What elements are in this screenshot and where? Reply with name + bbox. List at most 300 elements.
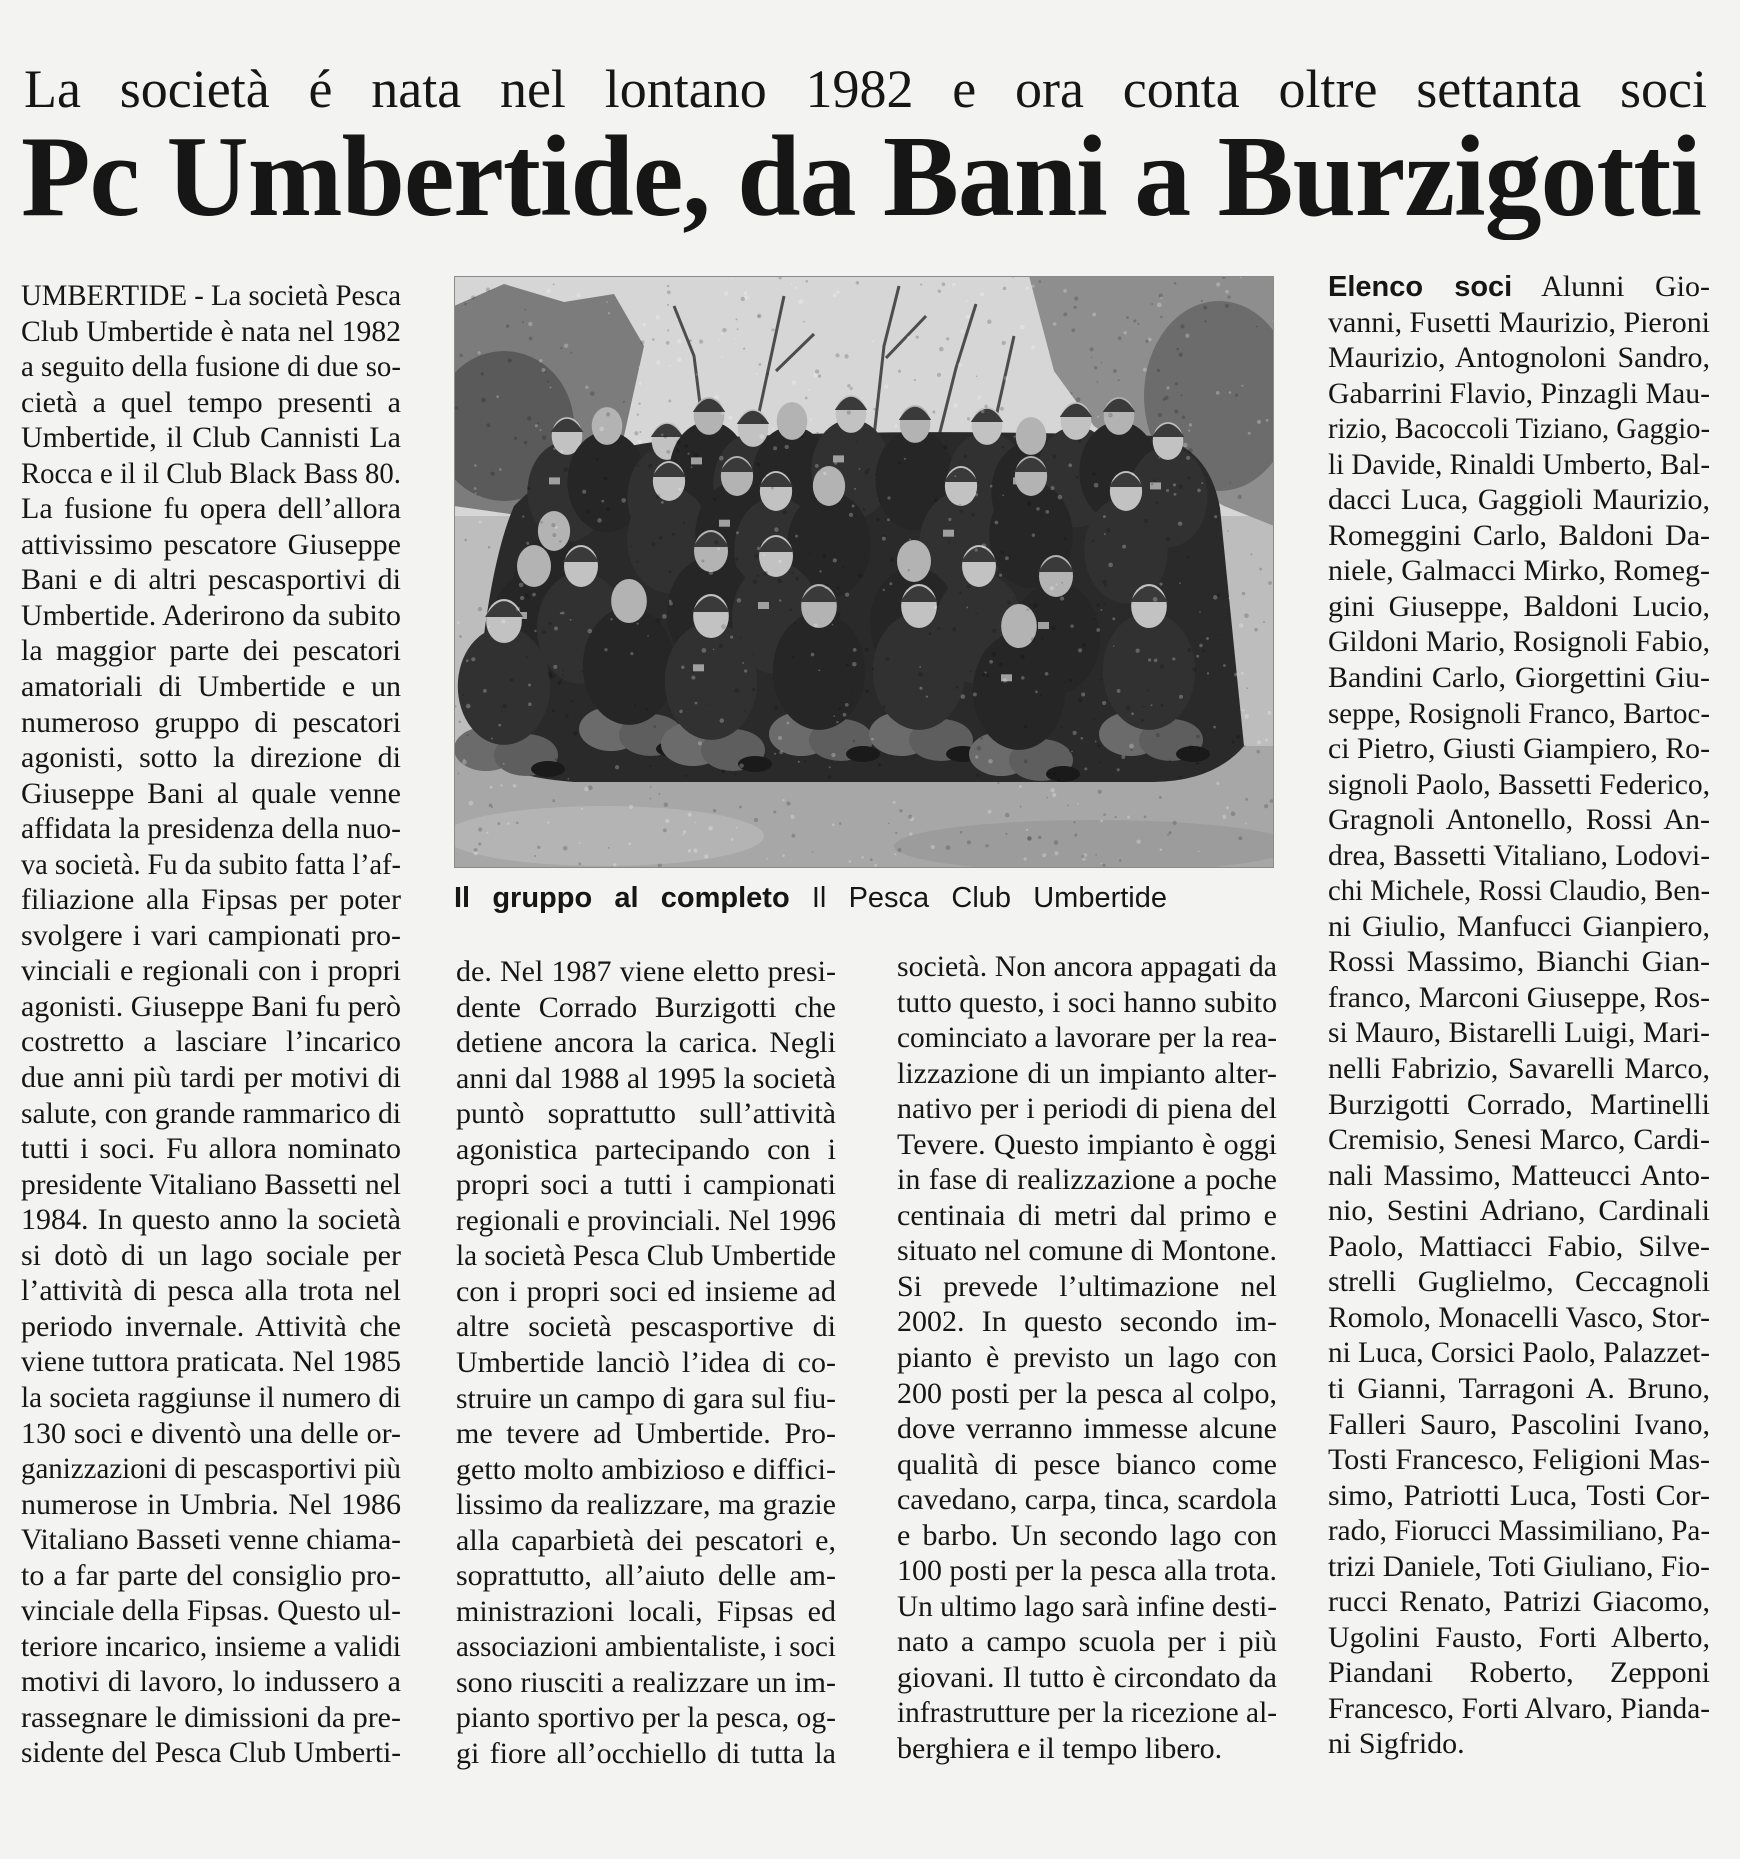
- photo-grain: [853, 648, 857, 652]
- photo-grain: [1078, 648, 1082, 652]
- photo-grain: [836, 586, 839, 589]
- photo-grain: [669, 365, 671, 367]
- photo-grain: [693, 848, 697, 852]
- members-label: Elenco soci: [1328, 271, 1513, 303]
- photo-grain: [774, 527, 778, 531]
- photo-grain: [966, 606, 968, 608]
- text-line: getto molto ambizioso e diffici-: [456, 1452, 836, 1486]
- photo-grain: [1100, 609, 1102, 611]
- text-line: salute, con grande rammarico di: [21, 1096, 402, 1130]
- photo-grain: [606, 301, 608, 303]
- photo-grain: [647, 635, 649, 637]
- member-line-start: Alunni Gio-: [1541, 270, 1710, 303]
- photo-grain: [590, 391, 595, 396]
- photo-grain: [659, 536, 663, 540]
- photo-grain: [608, 847, 610, 849]
- photo-grain: [754, 818, 758, 822]
- member-line: Romolo, Monacelli Vasco, Stor-: [1328, 1300, 1710, 1334]
- photo-grain: [1144, 519, 1148, 523]
- photo-grain: [1055, 851, 1059, 855]
- text-line: agonisti. Giuseppe Bani fu però: [21, 989, 402, 1023]
- member-line: Gabarrini Flavio, Pinzagli Mau-: [1328, 376, 1710, 410]
- photo-grain: [978, 395, 982, 399]
- photo-grain: [553, 283, 555, 285]
- photo-grain: [1103, 515, 1106, 518]
- photo-grain: [988, 810, 992, 814]
- photo-grain: [822, 555, 826, 559]
- photo-grain: [1102, 580, 1107, 585]
- photo-grain: [490, 786, 493, 789]
- photo-grain: [799, 299, 804, 304]
- photo-grain: [832, 624, 834, 626]
- photo-grain: [1159, 796, 1162, 799]
- photo-grain: [1102, 864, 1105, 867]
- photo-grain: [552, 799, 555, 802]
- photo-grain: [559, 680, 561, 682]
- text-line: pianto è previsto un lago con: [897, 1341, 1277, 1375]
- text-line: Club Umbertide è nata nel 1982: [21, 314, 402, 348]
- photo-grain: [1245, 823, 1247, 825]
- photo-grain: [606, 412, 610, 416]
- photo-grain: [1182, 415, 1186, 419]
- member-line: ni Sigfrido.: [1328, 1727, 1465, 1761]
- member-line: Rossi Massimo, Bianchi Gian-: [1328, 945, 1710, 979]
- photo-grain: [656, 315, 660, 319]
- photo-grain: [547, 381, 549, 383]
- photo-grain: [479, 521, 482, 524]
- photo-grain: [1045, 672, 1049, 676]
- photo-grain: [1176, 348, 1179, 351]
- photo-grain: [1102, 701, 1106, 705]
- photo-grain: [1112, 617, 1115, 620]
- photo-grain: [683, 830, 686, 833]
- photo-grain: [976, 376, 978, 378]
- photo-grain: [1238, 836, 1242, 840]
- photo-grain: [1041, 637, 1043, 639]
- photo-grain: [1196, 735, 1200, 739]
- photo-grain: [772, 328, 775, 331]
- photo-grain: [1143, 368, 1147, 372]
- text-line: ministrazioni locali, Fipsas ed: [456, 1594, 836, 1628]
- photo-grain: [555, 526, 558, 529]
- photo-grain: [971, 513, 974, 516]
- photo-grain: [1058, 495, 1063, 500]
- photo-grain: [960, 831, 963, 834]
- text-line: 200 posti per la pesca al colpo,: [897, 1376, 1277, 1410]
- photo-grain: [1073, 821, 1075, 823]
- article-column-1: [21, 278, 401, 1771]
- photo-grain: [794, 623, 796, 625]
- photo-grain: [832, 823, 835, 826]
- member-line: nio, Sestini Adriano, Cardinali: [1328, 1194, 1710, 1228]
- photo-grain: [1241, 672, 1244, 675]
- photo-grain: [1063, 312, 1067, 316]
- photo-grain: [1167, 834, 1169, 836]
- photo-grain: [573, 731, 578, 736]
- photo-grain: [498, 724, 501, 727]
- member-line: rucci Renato, Patrizi Giacomo,: [1328, 1585, 1710, 1619]
- photo-grain: [1178, 522, 1182, 526]
- photo-grain: [834, 462, 837, 465]
- person-face: [813, 466, 845, 506]
- photo-grain: [958, 363, 962, 367]
- text-line: gi fiore all’occhiello di tutta la: [456, 1737, 836, 1771]
- photo-grain: [1113, 369, 1117, 373]
- photo-grain: [667, 329, 669, 331]
- photo-grain: [658, 793, 660, 795]
- member-line: chi Michele, Rossi Claudio, Ben-: [1328, 874, 1710, 908]
- photo-grain: [1244, 613, 1249, 618]
- text-line: la società Pesca Club Umbertide: [456, 1239, 836, 1273]
- photo-grain: [737, 598, 742, 603]
- text-line: periodo invernale. Attività che: [21, 1309, 401, 1343]
- text-line: società. Non ancora appagati da: [897, 950, 1277, 983]
- person-shoe: [531, 761, 565, 777]
- photo-grain: [639, 431, 641, 433]
- photo-grain: [1024, 760, 1028, 764]
- photo-grain: [975, 755, 978, 758]
- text-line: vinciali e regionali con i propri: [21, 954, 401, 988]
- photo-grain: [1126, 316, 1129, 319]
- text-line: agonistica partecipando con i: [456, 1132, 836, 1166]
- text-line: nativo per i periodi di piena del: [897, 1092, 1277, 1126]
- photo-grain: [856, 281, 859, 284]
- photo-grain: [904, 458, 906, 460]
- photo-grain: [814, 623, 818, 627]
- photo-grain: [818, 669, 820, 671]
- photo-grain: [681, 665, 685, 669]
- photo-grain: [1046, 797, 1048, 799]
- photo-grain: [898, 461, 901, 464]
- photo-grain: [956, 686, 959, 689]
- photo-grain: [850, 387, 853, 390]
- photo-grain: [1188, 448, 1193, 453]
- jacket-logo: [693, 664, 704, 671]
- photo-grain: [1174, 493, 1177, 496]
- photo-grain: [704, 854, 708, 858]
- photo-grain: [985, 844, 988, 847]
- photo-grain: [1164, 396, 1168, 400]
- text-line: in fase di realizzazione a poche: [897, 1163, 1277, 1197]
- photo-grain: [1035, 691, 1038, 694]
- photo-grain: [551, 523, 555, 527]
- photo-grain: [579, 842, 581, 844]
- person-jacket: [1103, 612, 1195, 730]
- photo-grain: [1160, 297, 1162, 299]
- photo-grain: [486, 832, 488, 834]
- member-line: simo, Patriotti Luca, Tosti Cor-: [1328, 1478, 1710, 1512]
- photo-grain: [1031, 285, 1034, 288]
- photo-grain: [973, 692, 977, 696]
- photo-grain: [613, 863, 616, 866]
- photo-grain: [637, 623, 639, 625]
- photo-grain: [1169, 760, 1172, 763]
- member-line: strelli Guglielmo, Ceccagnoli: [1328, 1265, 1710, 1299]
- photo-grain: [838, 708, 841, 711]
- photo-grain: [1154, 659, 1158, 663]
- photo-grain: [643, 323, 646, 326]
- photo-grain: [656, 494, 661, 499]
- photo-grain: [824, 583, 828, 587]
- photo-grain: [773, 810, 776, 813]
- photo-grain: [679, 710, 683, 714]
- photo-grain: [789, 608, 792, 611]
- photo-grain: [1242, 709, 1245, 712]
- photo-grain: [568, 778, 570, 780]
- photo-grain: [851, 689, 853, 691]
- text-line: Umbertide lanciò l’idea di co-: [456, 1346, 836, 1380]
- photo-grain: [919, 666, 921, 668]
- photo-grain: [471, 295, 475, 299]
- photo-grain: [811, 653, 815, 657]
- photo-grain: [890, 557, 894, 561]
- photo-grain: [1047, 772, 1050, 775]
- photo-grain: [553, 665, 557, 669]
- photo-grain: [995, 521, 999, 525]
- person-face: [777, 402, 808, 440]
- photo-grain: [1115, 816, 1117, 818]
- photo-grain: [1153, 597, 1158, 602]
- photo-grain: [630, 652, 633, 655]
- photo-grain: [1187, 648, 1191, 652]
- photo-grain: [652, 338, 655, 341]
- photo-grain: [1187, 476, 1190, 479]
- photo-grain: [481, 398, 486, 403]
- photo-grain: [503, 763, 505, 765]
- photo-grain: [845, 703, 849, 707]
- photo-grain: [782, 854, 785, 857]
- photo-grain: [1027, 609, 1029, 611]
- photo-grain: [1189, 423, 1192, 426]
- photo-grain: [772, 428, 774, 430]
- photo-grain: [1188, 429, 1190, 431]
- photo-grain: [1206, 637, 1209, 640]
- photo-grain: [908, 815, 912, 819]
- photo-grain: [816, 432, 818, 434]
- photo-grain: [486, 423, 490, 427]
- member-line: drea, Bassetti Vitaliano, Lodovi-: [1328, 838, 1710, 872]
- photo-grain: [907, 336, 910, 339]
- photo-grain: [744, 709, 746, 711]
- photo-grain: [975, 548, 978, 551]
- photo-grain: [1248, 432, 1251, 435]
- text-line: si dotò di un lago sociale per: [21, 1238, 401, 1272]
- photo-grain: [872, 668, 875, 671]
- photo-grain: [810, 418, 812, 420]
- photo-grain: [1080, 737, 1083, 740]
- photo-grain: [805, 397, 808, 400]
- photo-grain: [471, 657, 475, 661]
- text-line: Si prevede l’ultimazione nel: [897, 1269, 1277, 1303]
- photo-grain: [1118, 336, 1122, 340]
- photo-grain: [490, 472, 494, 476]
- photo-grain: [939, 347, 944, 352]
- photo-grain: [1001, 446, 1004, 449]
- photo-grain: [948, 541, 950, 543]
- photo-grain: [534, 630, 536, 632]
- photo-grain: [1131, 712, 1134, 715]
- photo-grain: [893, 801, 896, 804]
- photo-grain: [615, 765, 619, 769]
- photo-grain: [506, 324, 509, 327]
- photo-grain: [474, 464, 477, 467]
- photo-grain: [656, 360, 660, 364]
- person-jacket: [665, 622, 757, 740]
- photo-grain: [686, 775, 688, 777]
- photo-grain: [766, 858, 768, 860]
- photo-grain: [638, 440, 642, 444]
- photo-grain: [1002, 495, 1004, 497]
- photo-grain: [735, 338, 737, 340]
- photo-grain: [661, 501, 664, 504]
- photo-grain: [815, 464, 819, 468]
- photo-grain: [1061, 726, 1063, 728]
- photo-grain: [677, 636, 679, 638]
- photo-grain: [1221, 634, 1223, 636]
- photo-grain: [943, 445, 948, 450]
- photo-grain: [1003, 287, 1007, 291]
- text-line: due anni più tardi per motivi di: [21, 1061, 401, 1095]
- photo-grain: [795, 577, 799, 581]
- person-jacket: [873, 612, 965, 730]
- photo-grain: [717, 547, 720, 550]
- photo-grain: [1157, 369, 1160, 372]
- photo-grain: [1020, 325, 1025, 330]
- text-line: Un ultimo lago sarà infine desti-: [897, 1589, 1278, 1623]
- photo-grain: [1130, 748, 1133, 751]
- headline: Pc Umbertide, da Bani a Burzigotti: [21, 113, 1701, 240]
- photo-grain: [1173, 821, 1177, 825]
- photo-grain: [1031, 345, 1035, 349]
- text-line: Tevere. Questo impianto è oggi: [897, 1127, 1277, 1161]
- photo-grain: [550, 387, 552, 389]
- photo-grain: [668, 400, 671, 403]
- member-line: Gildoni Mario, Rosignoli Fabio,: [1328, 625, 1711, 659]
- photo-grain: [463, 759, 465, 761]
- photo-grain: [527, 416, 531, 420]
- caption-text: Il Pesca Club Umbertide: [811, 882, 1167, 914]
- photo-grain: [792, 656, 795, 659]
- photo-grain: [1155, 501, 1158, 504]
- photo-grain: [812, 851, 814, 853]
- photo-grain: [757, 314, 762, 319]
- member-line: si Mauro, Bistarelli Luigi, Mari-: [1328, 1016, 1710, 1050]
- photo-grain: [532, 593, 536, 597]
- photo-grain: [879, 500, 881, 502]
- photo-grain: [728, 416, 732, 420]
- photo-grain: [478, 607, 482, 611]
- photo-grain: [1222, 815, 1226, 819]
- photo-grain: [582, 490, 586, 494]
- photo-grain: [636, 560, 638, 562]
- photo-grain: [1158, 413, 1162, 417]
- photo-grain: [1229, 391, 1232, 394]
- photo-grain: [1063, 289, 1067, 293]
- photo-grain: [547, 821, 549, 823]
- photo-grain: [778, 736, 782, 740]
- photo-grain: [669, 602, 673, 606]
- photo-grain: [666, 341, 670, 345]
- text-line: numeroso gruppo di pescatori: [21, 705, 401, 739]
- photo-grain: [1234, 673, 1238, 677]
- photo-grain: [1032, 533, 1035, 536]
- photo-grain: [649, 765, 651, 767]
- text-line: cominciato a lavorare per la rea-: [897, 1021, 1277, 1055]
- photo-grain: [1063, 537, 1066, 540]
- photo-grain: [865, 648, 869, 652]
- photo-grain: [966, 314, 970, 318]
- person-jacket: [583, 607, 675, 725]
- photo-grain: [571, 700, 574, 703]
- photo-grain: [540, 521, 543, 524]
- photo-grain: [894, 853, 896, 855]
- photo-grain: [1268, 581, 1272, 585]
- photo-grain: [706, 703, 708, 705]
- text-line: UMBERTIDE - La società Pesca: [21, 279, 402, 312]
- member-line: Ugolini Fausto, Forti Alberto,: [1328, 1620, 1710, 1654]
- photo-grain: [779, 599, 781, 601]
- photo-grain: [1122, 545, 1126, 549]
- article-column-3: [897, 949, 1277, 1767]
- photo-grain: [1027, 501, 1032, 506]
- photo-grain: [1168, 831, 1171, 834]
- photo-grain: [967, 417, 970, 420]
- photo-grain: [734, 773, 736, 775]
- jacket-logo: [758, 602, 769, 609]
- member-line: rizio, Bacoccoli Tiziano, Gaggio-: [1328, 412, 1711, 446]
- photo-grain: [1078, 698, 1083, 703]
- photo-grain: [466, 659, 469, 662]
- photo-grain: [467, 734, 469, 736]
- photo-grain: [977, 746, 982, 751]
- photo-grain: [626, 708, 628, 710]
- photo-grain: [752, 688, 756, 692]
- photo-grain: [702, 648, 707, 653]
- photo-grain: [844, 354, 848, 358]
- text-line: Umbertide. Aderirono da subito: [21, 598, 401, 632]
- photo-grain: [1094, 483, 1099, 488]
- photo-grain: [1026, 287, 1029, 290]
- photo-grain: [588, 629, 593, 634]
- photo-grain: [899, 809, 902, 812]
- text-line: la societa raggiunse il numero di: [21, 1380, 402, 1414]
- photo-grain: [1158, 457, 1160, 459]
- photo-grain: [663, 828, 667, 832]
- text-line: viene tuttora praticata. Nel 1985: [21, 1345, 401, 1379]
- photo-grain: [872, 340, 874, 342]
- photo-grain: [1097, 744, 1100, 747]
- text-line: cietà a quel tempo presenti a: [21, 385, 401, 419]
- photo-grain: [1094, 366, 1097, 369]
- photo-grain: [744, 292, 747, 295]
- photo-grain: [676, 440, 680, 444]
- photo-grain: [1244, 745, 1246, 747]
- photo-grain: [709, 570, 713, 574]
- jacket-logo: [691, 457, 702, 464]
- member-line: Cremisio, Senesi Marco, Cardi-: [1328, 1123, 1710, 1157]
- photo-grain: [634, 431, 638, 435]
- photo-grain: [992, 629, 996, 633]
- photo-grain: [887, 496, 890, 499]
- photo-grain: [1225, 290, 1229, 294]
- photo-grain: [1042, 853, 1046, 857]
- photo-grain: [1002, 341, 1006, 345]
- text-line: berghiera e il tempo libero.: [897, 1732, 1223, 1766]
- photo-grain: [1078, 439, 1081, 442]
- text-line: dove verranno immesse alcune: [897, 1412, 1277, 1446]
- photo-grain: [735, 558, 738, 561]
- photo-grain: [628, 842, 631, 845]
